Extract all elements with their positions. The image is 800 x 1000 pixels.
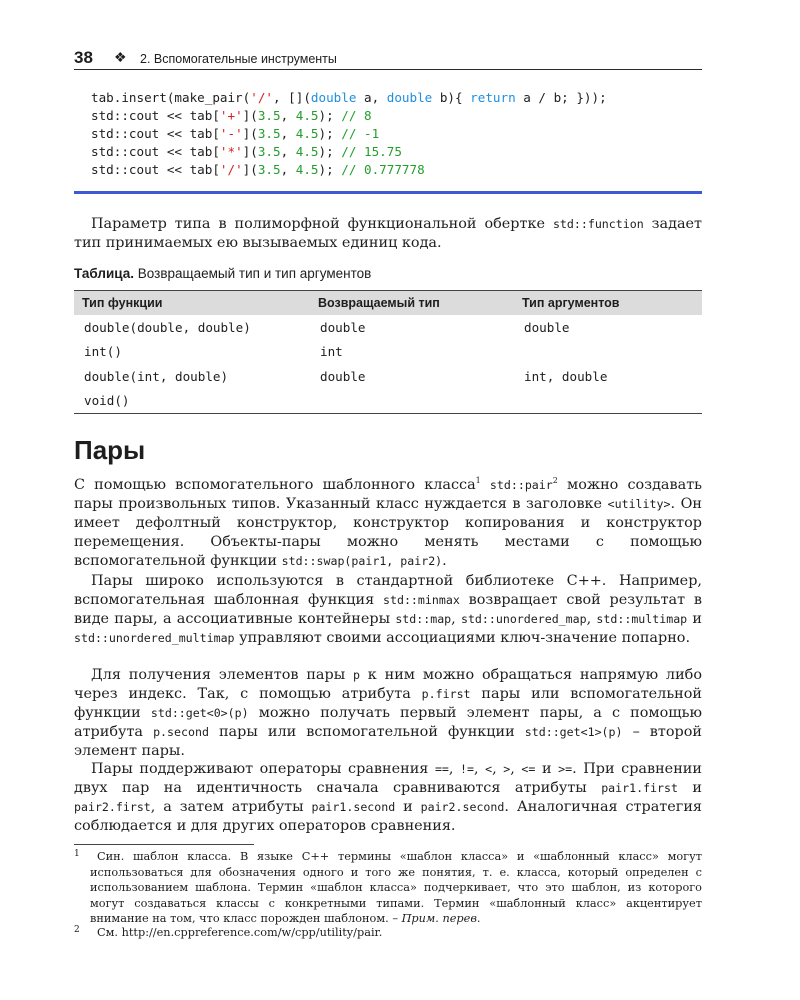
paragraph-pair-access: Для получения элементов пары p к ним можно обращаться напрямую либо через индекс. Так, с помощью атрибута p.first пары или вспомогательной функции std::get<0>(p) можно получать первый элемент пары, а с помощью атрибута p.second пары или вспомогательной функции std::get<1>(p) – второй элемент пары. bbox=[74, 667, 703, 759]
footnote-link[interactable]: См. http://en.cppreference.com/w/cpp/utility/pair. bbox=[97, 926, 383, 939]
table-cell bbox=[310, 389, 514, 414]
section-heading: Пары bbox=[74, 435, 146, 465]
footnote-number: 2 bbox=[74, 925, 80, 935]
table-cell: int() bbox=[84, 344, 122, 360]
paragraph-pair-compare: Пары поддерживают операторы сравнения ==, !=, <, >, <= и >=. При сравнении двух пар на идентичность сначала сравниваются атрибуты pair1.first и pair2.first, а затем атрибуты pair1.second и pair2.second. Аналогичная стратегия соблюдается и для других операторов сравнения. bbox=[74, 761, 702, 834]
table-header-row bbox=[74, 291, 702, 316]
table-cell: int bbox=[320, 344, 343, 360]
column-header: Возвращаемый тип bbox=[310, 291, 514, 316]
footnote-1: 1 Син. шаблон класса. В языке C++ термины «шаблон класса» и «шаблонный класс» могут использоваться для обозначения одного и того же понятия, т. е. класса, который определен с использованием шаблона. Термин «шаблон класса» подчеркивает, что это шаблон, из которого могут создаваться классы с конкретными типами. Термин «шаблонный класс» акцентирует внимание на том, что класс порожден шаблоном. – Прим. перев. bbox=[74, 849, 702, 925]
paragraph-function-type: Параметр типа в полиморфной функциональной обертке std::function задает тип принимаемых ею вызываемых единиц кода. bbox=[74, 216, 702, 251]
code-line: std::cout << tab['/'](3.5, 4.5); // 0.777778 bbox=[91, 162, 425, 177]
types-table bbox=[74, 290, 702, 414]
column-header: Тип аргументов bbox=[514, 291, 702, 316]
code-line: std::cout << tab['+'](3.5, 4.5); // 8 bbox=[91, 108, 372, 123]
table-cell: double bbox=[524, 319, 570, 335]
table-row bbox=[74, 389, 702, 414]
table-row bbox=[74, 364, 702, 389]
table-cell: double bbox=[320, 368, 366, 384]
column-header: Тип функции bbox=[74, 291, 310, 316]
footnote-number: 1 bbox=[74, 849, 80, 859]
code-line: std::cout << tab['-'](3.5, 4.5); // -1 bbox=[91, 126, 380, 141]
paragraph-pair-intro: С помощью вспомогательного шаблонного класса$^1$ std::pair$^2$ можно создавать пары произвольных типов. Указанный класс нуждается в заголовке <utility>. Он имеет дефолтный конструктор, конструктор копирования и конструктор перемещения. Объекты-пары можно менять местами с помощью вспомогательной функции std::swap(pair1, pair2). bbox=[74, 476, 702, 569]
chapter-title: 2. Вспомогательные инструменты bbox=[140, 52, 337, 66]
code-line: tab.insert(make_pair('/', [](double a, double b){ return a / b; })); bbox=[91, 90, 607, 105]
table-cell bbox=[514, 389, 702, 414]
code-block bbox=[74, 88, 702, 194]
footnote-2 bbox=[74, 925, 702, 941]
footnote-divider bbox=[74, 844, 254, 845]
code-line: std::cout << tab['*'](3.5, 4.5); // 15.75 bbox=[91, 144, 402, 159]
table-cell: double(int, double) bbox=[84, 368, 229, 384]
table-cell: void() bbox=[84, 393, 130, 409]
running-header bbox=[74, 47, 702, 70]
table-cell: int, double bbox=[524, 368, 608, 384]
table-cell: double bbox=[320, 319, 366, 335]
table-row bbox=[74, 315, 702, 340]
table-cell bbox=[514, 340, 702, 365]
paragraph-pair-usage: Пары широко используются в стандартной библиотеке C++. Например, вспомогательная шаблонная функция std::minmax возвращает свой результат в виде пары, а ассоциативные контейнеры std::map, std::unordered_map, std::multimap и std::unordered_multimap управляют своими ассоциациями ключ-значение попарно. bbox=[74, 573, 702, 646]
table-cell: double(double, double) bbox=[84, 319, 251, 335]
table-caption: Таблица. Возвращаемый тип и тип аргументов bbox=[74, 266, 372, 281]
footnote-ref[interactable]: 2 bbox=[552, 476, 558, 486]
table-row bbox=[74, 340, 702, 365]
footnote-ref[interactable]: 1 bbox=[475, 476, 481, 486]
page-number: 38 bbox=[74, 48, 93, 67]
diamond-ornament-icon: ❖ bbox=[114, 49, 127, 65]
